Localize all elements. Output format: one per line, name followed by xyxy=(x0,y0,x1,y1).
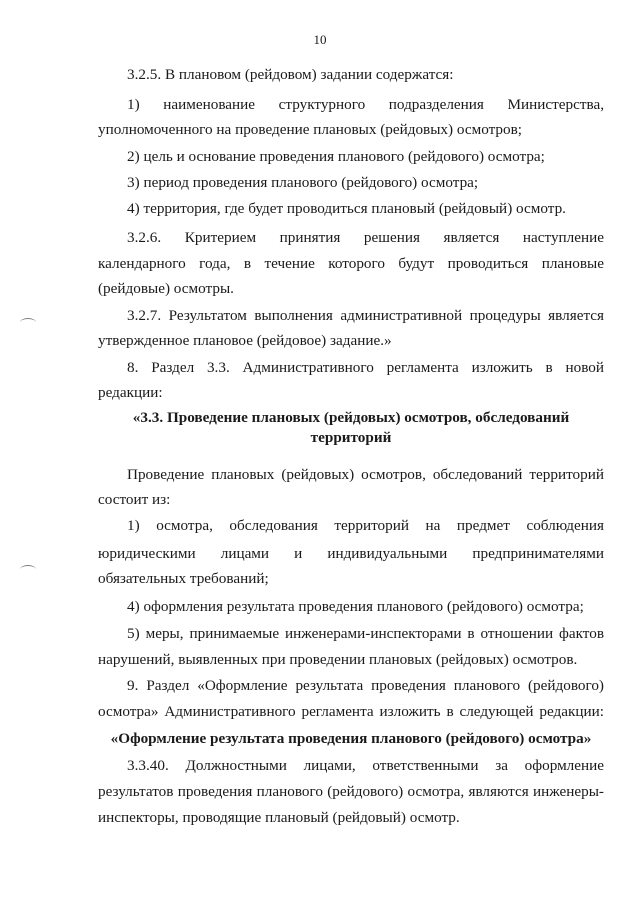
text-line: 3.3.40. Должностными лицами, ответственными за оформление xyxy=(127,757,604,774)
text-line: 3.2.7. Результатом выполнения административной процедуры является xyxy=(127,307,604,324)
text-line: обязательных требований; xyxy=(98,570,269,587)
text-line: 4) оформления результата проведения планового (рейдового) осмотра; xyxy=(127,598,584,615)
text-line: 1) наименование структурного подразделения Министерства, xyxy=(127,96,604,113)
text-line: календарного года, в течение которого будут проводиться плановые xyxy=(98,255,604,272)
text-line: 8. Раздел 3.3. Административного регламента изложить в новой xyxy=(127,359,604,376)
text-line: состоит из: xyxy=(98,491,171,508)
text-line: уполномоченного на проведение плановых (рейдовых) осмотров; xyxy=(98,121,522,138)
text-line: редакции: xyxy=(98,384,163,401)
text-line: утвержденное плановое (рейдовое) задание.» xyxy=(98,332,392,349)
text-line: (рейдовые) осмотры. xyxy=(98,280,234,297)
text-line: осмотра» Административного регламента изложить в следующей редакции: xyxy=(98,703,604,720)
page-number: 10 xyxy=(313,32,327,47)
text-line: инспекторы, проводящие плановый (рейдовый) осмотр. xyxy=(98,809,460,826)
text-line: юридическими лицами и индивидуальными предпринимателями xyxy=(98,545,604,562)
text-line: 3) период проведения планового (рейдового) осмотра; xyxy=(127,174,479,191)
section-heading: «3.3. Проведение плановых (рейдовых) осмотров, обследований xyxy=(132,409,570,426)
text-line: Проведение плановых (рейдовых) осмотров, обследований территорий xyxy=(127,466,604,483)
section-heading: территорий xyxy=(310,429,392,446)
text-line: 3.2.5. В плановом (рейдовом) задании содержатся: xyxy=(127,66,454,83)
text-line: результатов проведения планового (рейдового) осмотра, являются инженеры- xyxy=(98,783,604,800)
text-line: 4) территория, где будет проводиться плановый (рейдовый) осмотр. xyxy=(127,200,566,217)
margin-mark xyxy=(20,565,36,574)
text-line: 9. Раздел «Оформление результата проведения планового (рейдового) xyxy=(127,677,604,694)
section-heading: «Оформление результата проведения планового (рейдового) осмотра» xyxy=(110,730,592,747)
text-line: 3.2.6. Критерием принятия решения является наступление xyxy=(127,229,604,246)
text-line: нарушений, выявленных при проведении плановых (рейдовых) осмотров. xyxy=(98,651,578,668)
text-line: 5) меры, принимаемые инженерами-инспекторами в отношении фактов xyxy=(127,625,604,642)
margin-mark xyxy=(20,318,36,327)
text-line: 1) осмотра, обследования территорий на предмет соблюдения xyxy=(127,517,604,534)
text-line: 2) цель и основание проведения планового (рейдового) осмотра; xyxy=(127,148,545,165)
